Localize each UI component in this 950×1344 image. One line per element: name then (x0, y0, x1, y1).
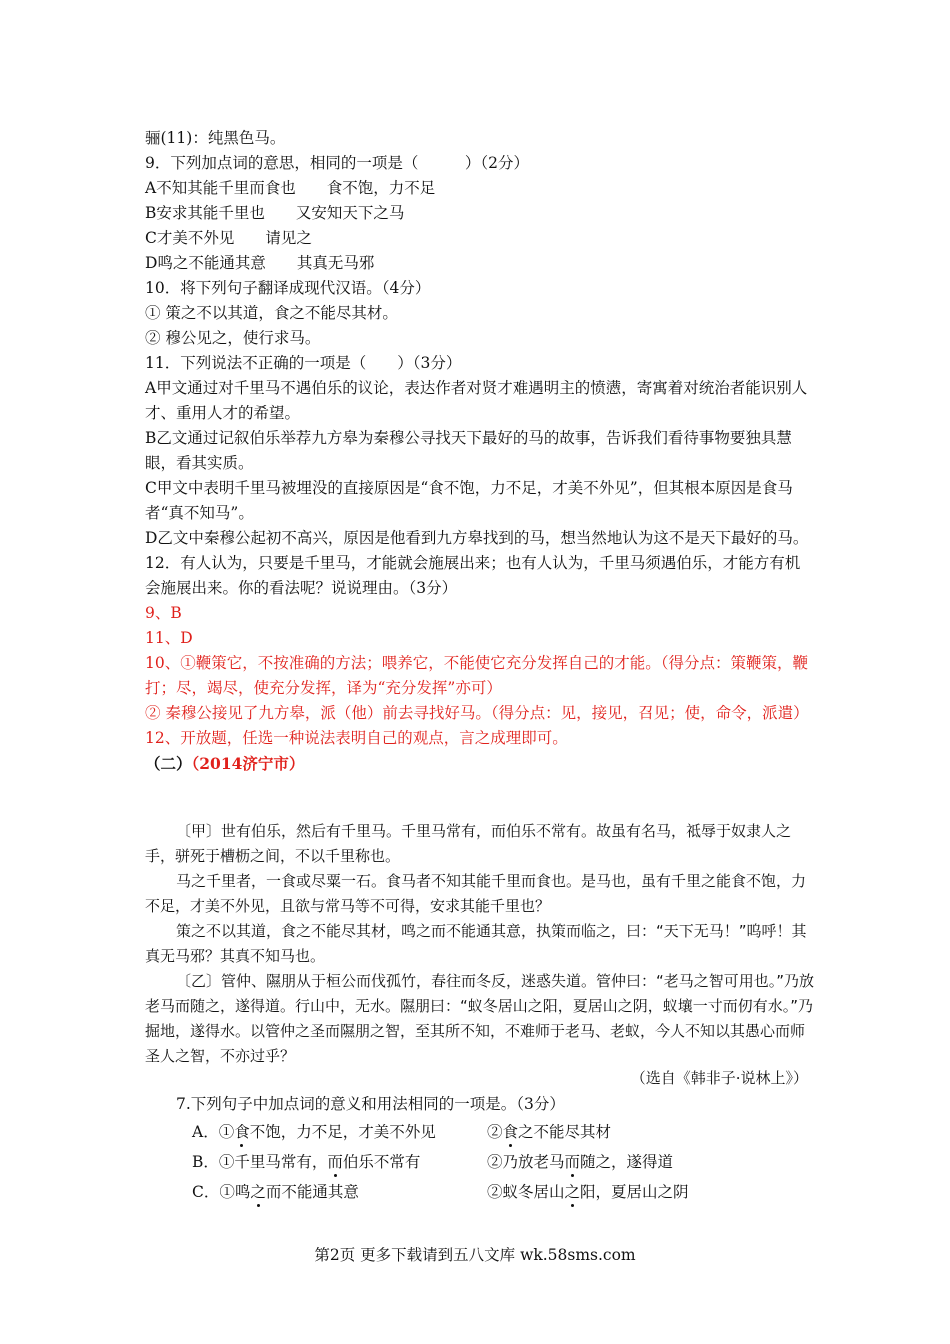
q9-option-a: A不知其能千里而食也 食不饱，力不足 (145, 179, 436, 197)
question-10: 10．将下列句子翻译成现代汉语。（4分） (145, 279, 431, 297)
page-footer: 第2页 更多下载请到五八文库 wk.58sms.com (314, 1246, 636, 1264)
dotted-word: 之 (564, 1183, 581, 1201)
questions-block (145, 126, 815, 777)
passage-source: （选自《韩非子·说林上》） (630, 1069, 808, 1087)
q10-sentence-1: ① 策之不以其道，食之不能尽其材。 (145, 304, 398, 322)
q11-option-b: B乙文通过记叙伯乐举荐九方皋为秦穆公寻找天下最好的马的故事，告诉我们看待事物要独具慧眼，看其实质。 (145, 429, 792, 472)
q11-option-a: A甲文通过对千里马不遇伯乐的议论，表达作者对贤才难遇明主的愤懑，寄寓着对统治者能识别人才、重用人才的希望。 (145, 379, 808, 422)
question-7: 7.下列句子中加点词的意义和用法相同的一项是。（3分） (176, 1095, 565, 1113)
dotted-word: 食 (502, 1123, 519, 1141)
answer-10-1: 10、①鞭策它，不按准确的方法；喂养它，不能使它充分发挥自己的才能。（得分点：策鞭策，鞭打；尽，竭尽，使充分发挥，译为“充分发挥”亦可） (145, 654, 808, 697)
q7-option-b: B．①千里马常有，而伯乐不常有 ②乃放老马而随之，遂得道 (192, 1153, 674, 1171)
passage-paragraph-4: 〔乙〕管仲、隰朋从于桓公而伐孤竹，春往而冬反，迷惑失道。管仲曰：“老马之智可用也。”乃放老马而随之，遂得道。行山中，无水。隰朋曰：“蚁冬居山之阳，夏居山之阴，蚁壤一寸而仞有水。”乃掘地，遂得水。以管仲之圣而隰朋之智，至其所不知，不难师于老马、老蚁，今人不知以其愚心而师圣人之智，不亦过乎？ (145, 972, 815, 1065)
section-2-heading (145, 751, 815, 777)
dotted-word: 食 (234, 1123, 250, 1141)
dotted-word: 之 (250, 1183, 266, 1201)
passage-paragraph-3: 策之不以其道，食之不能尽其材，鸣之而不能通其意，执策而临之，曰：“天下无马！”呜呼！其真无马邪？其真不知马也。 (145, 922, 807, 965)
answer-11: 11、D (145, 629, 193, 647)
dotted-word: 而 (327, 1153, 343, 1171)
q7-option-a: A．①食不饱，力不足，才美不外见 ②食之不能尽其材 (192, 1123, 612, 1141)
q9-option-d: D鸣之不能通其意 其真无马邪 (145, 254, 375, 272)
dotted-word: 而 (564, 1153, 581, 1171)
q7-option-label: C． (192, 1183, 220, 1201)
question-12: 12．有人认为，只要是千里马，才能就会施展出来；也有人认为，千里马须遇伯乐，才能方有机会施展出来。你的看法呢？说说理由。（3分） (145, 554, 801, 597)
answer-12: 12、开放题，任选一种说法表明自己的观点，言之成理即可。 (145, 729, 568, 747)
answer-10-2: ② 秦穆公接见了九方皋，派（他）前去寻找好马。（得分点：见，接见，召见；使，命令，派遣） (145, 704, 809, 722)
passage-paragraph-2: 马之千里者，一食或尽粟一石。食马者不知其能千里而食也。是马也，虽有千里之能食不饱，力不足，才美不外见，且欲与常马等不可得，安求其能千里也？ (145, 872, 807, 915)
q9-option-b: B安求其能千里也 又安知天下之马 (145, 204, 405, 222)
q10-sentence-2: ② 穆公见之，使行求马。 (145, 329, 321, 347)
q9-option-c: C才美不外见 请见之 (145, 229, 312, 247)
q11-option-d: D乙文中秦穆公起初不高兴，原因是他看到九方皋找到的马，想当然地认为这不是天下最好的马。 (145, 529, 809, 547)
q7-option-label: A． (192, 1123, 219, 1141)
q7-option-label: B． (192, 1153, 219, 1171)
answer-9: 9、B (145, 604, 182, 622)
question-9: 9．下列加点词的意思，相同的一项是（ ）（2分） (145, 154, 529, 172)
passage-block (145, 819, 815, 1069)
annotation-line: 骊(11)：纯黑色马。 (145, 129, 286, 147)
q7-option-c: C．①鸣之而不能通其意 ②蚁冬居山之阳，夏居山之阴 (192, 1183, 689, 1201)
q11-option-c: C甲文中表明千里马被埋没的直接原因是“食不饱，力不足，才美不外见”，但其根本原因是食马者“真不知马”。 (145, 479, 793, 522)
question-11: 11．下列说法不正确的一项是（ ）（3分） (145, 354, 462, 372)
section-2-source-tag: （2014济宁市） (191, 754, 305, 773)
section-2-label: （二） (145, 754, 192, 773)
passage-paragraph-1: 〔甲〕世有伯乐，然后有千里马。千里马常有，而伯乐不常有。故虽有名马，祗辱于奴隶人之手，骈死于槽枥之间，不以千里称也。 (145, 822, 792, 865)
